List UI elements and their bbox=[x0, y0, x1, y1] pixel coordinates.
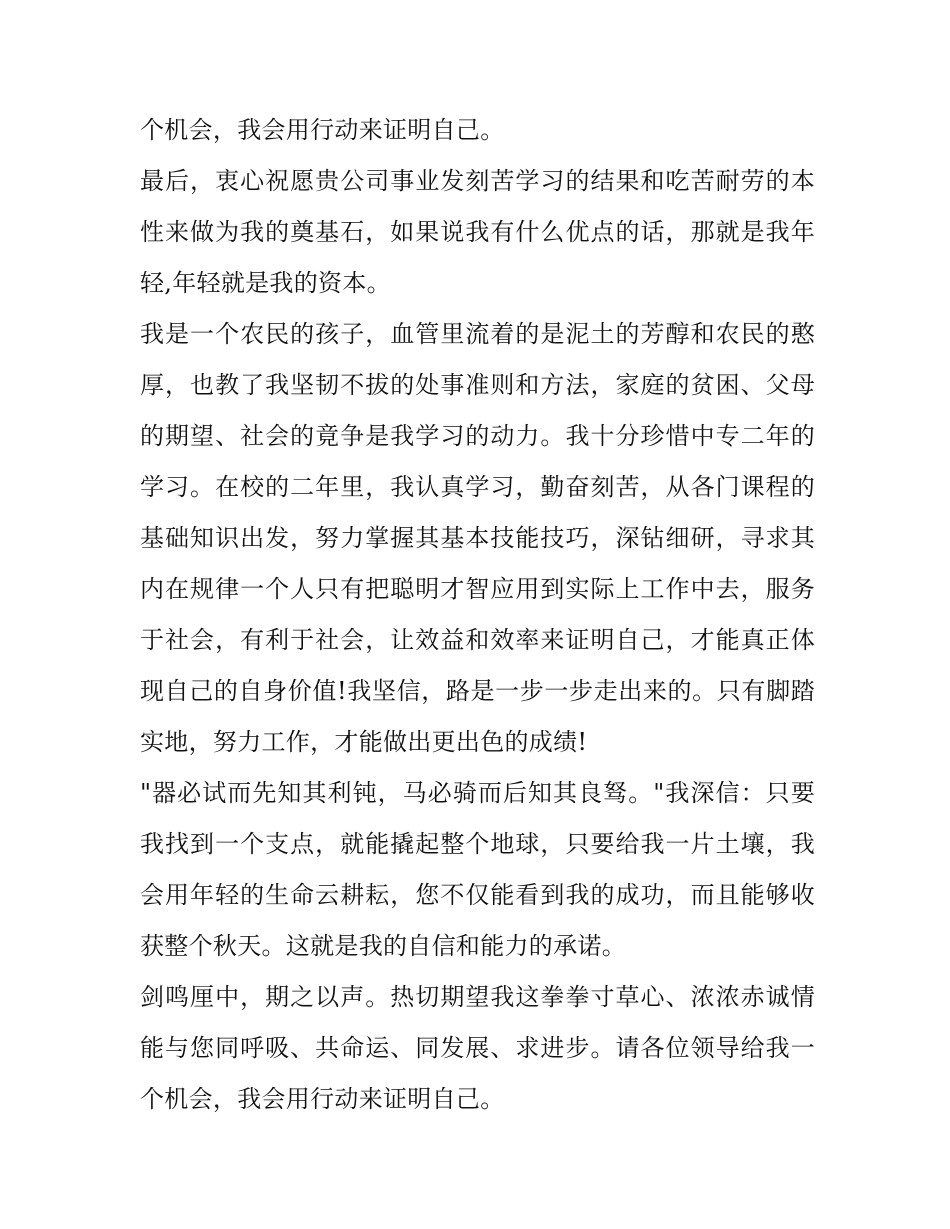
paragraph-3: 我是一个农民的孩子，血管里流着的是泥土的芳醇和农民的憨厚，也教了我坚韧不拔的处事准则和方法，家庭的贫困、父母的期望、社会的竟争是我学习的动力。我十分珍惜中专二年的学习。在校的二年里，我认真学习，勤奋刻苦，从各门课程的基础知识出发，努力掌握其基本技能技巧，深钻细研，寻求其内在规律一个人只有把聪明才智应用到实际上工作中去，服务于社会，有利于社会，让效益和效率来证明自己，才能真正体现自己的自身价值!我坚信，路是一步一步走出来的。只有脚踏实地，努力工作，才能做出更出色的成绩! bbox=[140, 320, 815, 756]
paragraph-2: 最后，衷心祝愿贵公司事业发刻苦学习的结果和吃苦耐劳的本性来做为我的奠基石，如果说我有什么优点的话，那就是我年轻,年轻就是我的资本。 bbox=[140, 167, 815, 297]
document-body bbox=[140, 105, 815, 1125]
paragraph-1: 个机会，我会用行动来证明自己。 bbox=[140, 116, 505, 144]
paragraph-4: "器必试而先知其利钝，马必骑而后知其良驽。"我深信：只要我找到一个支点，就能撬起整个地球，只要给我一片土壤，我会用年轻的生命云耕耘，您不仅能看到我的成功，而且能够收获整个秋天。这就是我的自信和能力的承诺。 bbox=[140, 779, 815, 960]
paragraph-5: 剑鸣厘中，期之以声。热切期望我这拳拳寸草心、浓浓赤诚情能与您同呼吸、共命运、同发展、求进步。请各位领导给我一个机会，我会用行动来证明自己。 bbox=[140, 983, 815, 1113]
